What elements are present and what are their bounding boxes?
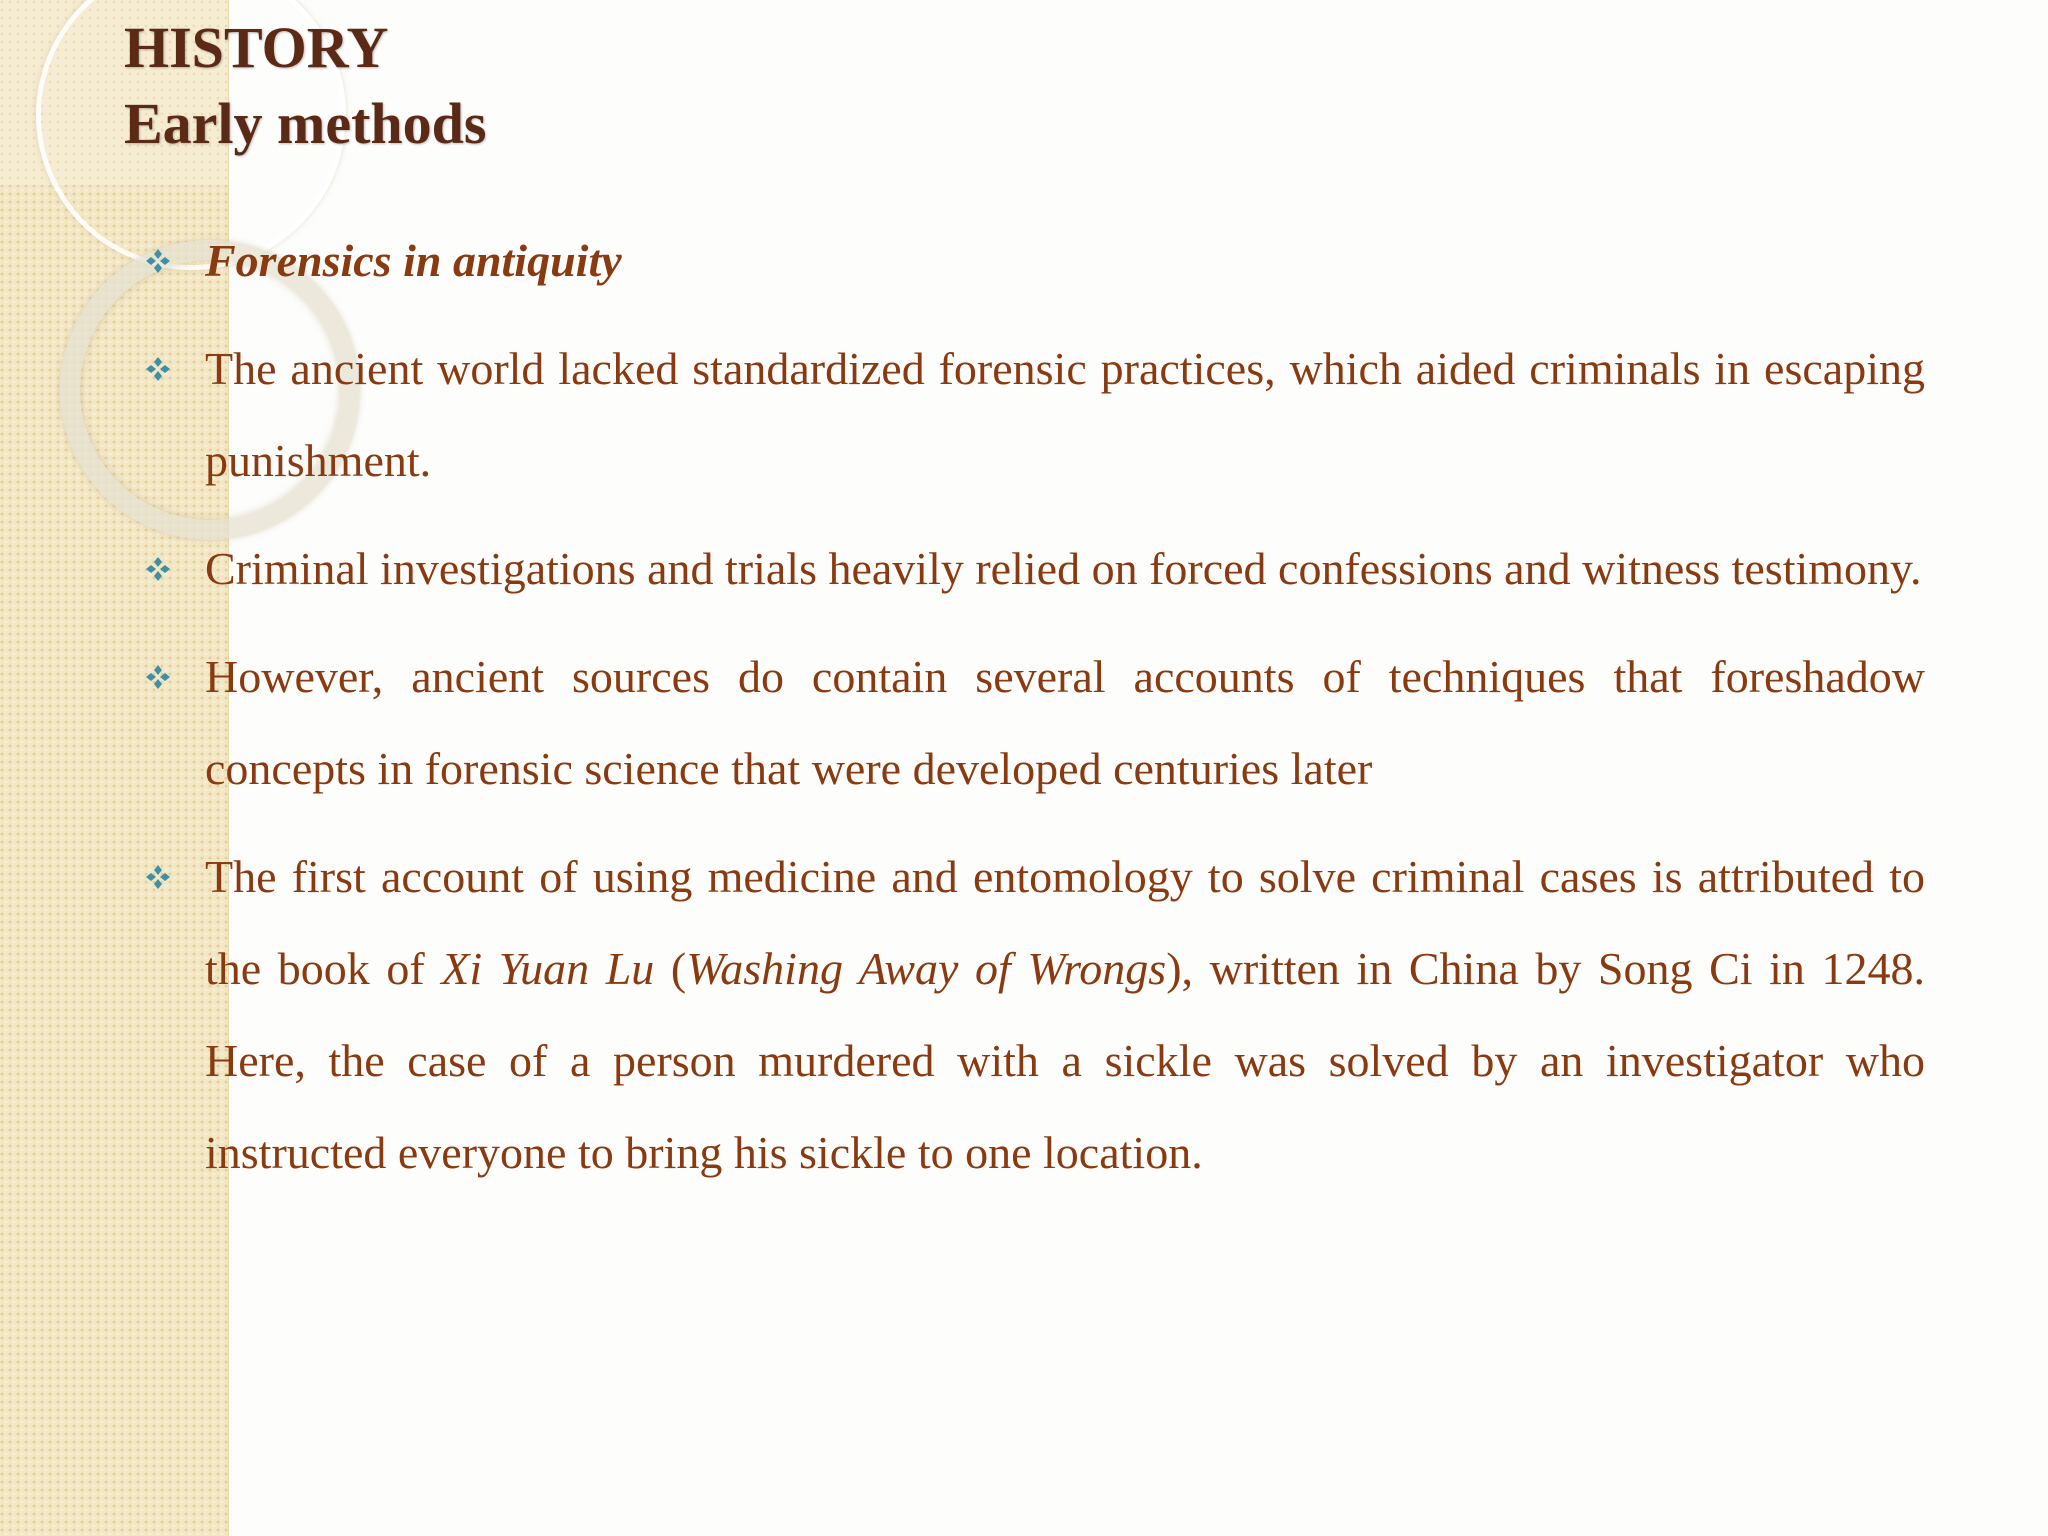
bullet-list — [145, 215, 1925, 1215]
four-diamond-bullet-icon — [145, 556, 171, 582]
bullet-item — [145, 831, 1925, 1199]
bullet-text: However, ancient sources do contain several accounts of techniques that foreshadow concepts in forensic science that were developed centuries later — [205, 651, 1925, 794]
four-diamond-bullet-icon — [145, 664, 171, 690]
bullet-text-part-2: ( — [654, 943, 687, 994]
four-diamond-bullet-icon — [145, 356, 171, 382]
bullet-item — [145, 323, 1925, 507]
bullet-text: Criminal investigations and trials heavily relied on forced confessions and witness testimony. — [205, 543, 1922, 594]
bullet-text-part-3: ), written in China by Song Ci in 1248. Here, the case of a person murdered with a sickle was solved by an investigator who instructed everyone to bring his sickle to one location. — [205, 943, 1926, 1178]
bullet-item — [145, 215, 1925, 307]
four-diamond-bullet-icon — [145, 864, 171, 890]
bullet-item — [145, 631, 1925, 815]
book-translation: Washing Away of Wrongs — [686, 943, 1167, 994]
title-line-2: Early methods — [124, 91, 487, 156]
bullet-text-part-1: The first account of using medicine and entomology to solve criminal cases is attributed to the book of — [205, 851, 1925, 994]
four-diamond-bullet-icon — [145, 248, 171, 274]
bullet-text: The ancient world lacked standardized forensic practices, which aided criminals in escaping punishment. — [205, 343, 1925, 486]
title-line-1: HISTORY — [124, 15, 389, 80]
bullet-text: Forensics in antiquity — [205, 235, 622, 286]
book-title: Xi Yuan Lu — [441, 943, 655, 994]
bullet-item — [145, 523, 1925, 615]
slide-title — [124, 10, 487, 162]
